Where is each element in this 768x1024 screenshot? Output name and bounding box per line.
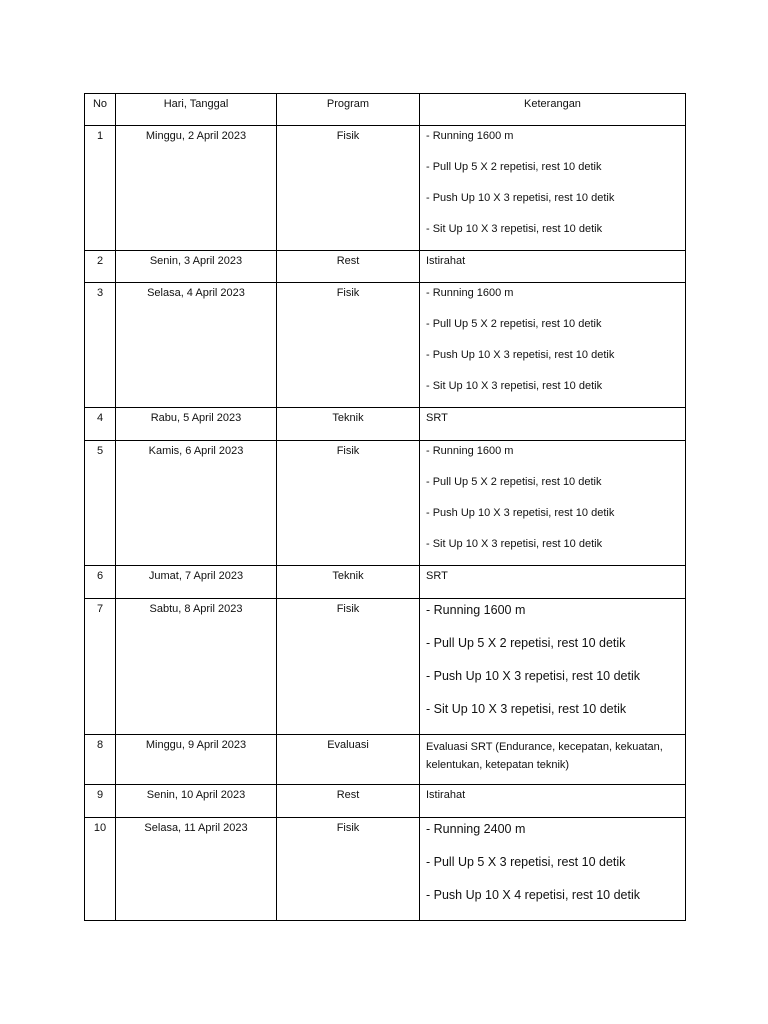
keterangan-line: - Sit Up 10 X 3 repetisi, rest 10 detik xyxy=(426,380,603,392)
row-keterangan xyxy=(420,599,686,735)
row-date: Sabtu, 8 April 2023 xyxy=(116,599,277,735)
keterangan-line: - Sit Up 10 X 3 repetisi, rest 10 detik xyxy=(426,223,603,235)
header-date: Hari, Tanggal xyxy=(116,94,277,126)
keterangan-line: - Push Up 10 X 3 repetisi, rest 10 detik xyxy=(426,669,640,683)
keterangan-line: - Running 1600 m xyxy=(426,287,514,299)
row-program: Teknik xyxy=(277,408,420,441)
row-no: 3 xyxy=(85,283,116,408)
row-no: 1 xyxy=(85,126,116,251)
keterangan-line: SRT xyxy=(426,412,448,424)
keterangan-line: - Pull Up 5 X 3 repetisi, rest 10 detik xyxy=(426,855,626,869)
row-program: Rest xyxy=(277,251,420,283)
table-row xyxy=(85,599,686,735)
keterangan-line: - Running 1600 m xyxy=(426,130,514,142)
row-date: Selasa, 11 April 2023 xyxy=(116,818,277,921)
keterangan-line: - Running 2400 m xyxy=(426,822,526,836)
row-no: 10 xyxy=(85,818,116,921)
row-program: Fisik xyxy=(277,126,420,251)
header-keterangan: Keterangan xyxy=(420,94,686,126)
keterangan-line: - Running 1600 m xyxy=(426,603,526,617)
row-date: Minggu, 9 April 2023 xyxy=(116,735,277,785)
keterangan-line: - Running 1600 m xyxy=(426,445,514,457)
keterangan-line: Evaluasi SRT (Endurance, kecepatan, kekuatan, kelentukan, ketepatan teknik) xyxy=(426,741,663,771)
row-no: 9 xyxy=(85,785,116,818)
row-no: 7 xyxy=(85,599,116,735)
table-row xyxy=(85,785,686,818)
row-date: Jumat, 7 April 2023 xyxy=(116,566,277,599)
row-no: 8 xyxy=(85,735,116,785)
row-keterangan xyxy=(420,785,686,818)
keterangan-line: SRT xyxy=(426,570,448,582)
keterangan-line: - Push Up 10 X 3 repetisi, rest 10 detik xyxy=(426,192,615,204)
row-program: Rest xyxy=(277,785,420,818)
table-header-row xyxy=(85,94,686,126)
row-date: Senin, 10 April 2023 xyxy=(116,785,277,818)
row-no: 2 xyxy=(85,251,116,283)
row-program: Fisik xyxy=(277,599,420,735)
keterangan-line: - Push Up 10 X 3 repetisi, rest 10 detik xyxy=(426,507,615,519)
keterangan-line: - Pull Up 5 X 2 repetisi, rest 10 detik xyxy=(426,636,626,650)
table-row xyxy=(85,566,686,599)
table-row xyxy=(85,283,686,408)
keterangan-line: Istirahat xyxy=(426,789,466,801)
table-row xyxy=(85,818,686,921)
keterangan-line: - Push Up 10 X 3 repetisi, rest 10 detik xyxy=(426,349,615,361)
row-date: Senin, 3 April 2023 xyxy=(116,251,277,283)
row-program: Fisik xyxy=(277,283,420,408)
row-keterangan xyxy=(420,735,686,785)
training-schedule-table xyxy=(84,93,686,921)
table-row xyxy=(85,441,686,566)
header-program: Program xyxy=(277,94,420,126)
row-keterangan xyxy=(420,566,686,599)
row-program: Teknik xyxy=(277,566,420,599)
row-date: Kamis, 6 April 2023 xyxy=(116,441,277,566)
row-no: 4 xyxy=(85,408,116,441)
keterangan-line: - Pull Up 5 X 2 repetisi, rest 10 detik xyxy=(426,476,602,488)
keterangan-line: - Push Up 10 X 4 repetisi, rest 10 detik xyxy=(426,888,640,902)
row-keterangan xyxy=(420,441,686,566)
row-keterangan xyxy=(420,408,686,441)
table-row xyxy=(85,126,686,251)
row-keterangan xyxy=(420,818,686,921)
keterangan-line: - Pull Up 5 X 2 repetisi, rest 10 detik xyxy=(426,318,602,330)
row-program: Fisik xyxy=(277,441,420,566)
header-no: No xyxy=(85,94,116,126)
row-keterangan xyxy=(420,126,686,251)
row-keterangan xyxy=(420,283,686,408)
row-no: 5 xyxy=(85,441,116,566)
keterangan-line: Istirahat xyxy=(426,255,466,267)
table-row xyxy=(85,735,686,785)
row-keterangan xyxy=(420,251,686,283)
keterangan-line: - Pull Up 5 X 2 repetisi, rest 10 detik xyxy=(426,161,602,173)
table-row xyxy=(85,251,686,283)
row-program: Fisik xyxy=(277,818,420,921)
row-no: 6 xyxy=(85,566,116,599)
row-date: Rabu, 5 April 2023 xyxy=(116,408,277,441)
row-date: Selasa, 4 April 2023 xyxy=(116,283,277,408)
row-program: Evaluasi xyxy=(277,735,420,785)
row-date: Minggu, 2 April 2023 xyxy=(116,126,277,251)
keterangan-line: - Sit Up 10 X 3 repetisi, rest 10 detik xyxy=(426,538,603,550)
table-row xyxy=(85,408,686,441)
keterangan-line: - Sit Up 10 X 3 repetisi, rest 10 detik xyxy=(426,702,627,716)
